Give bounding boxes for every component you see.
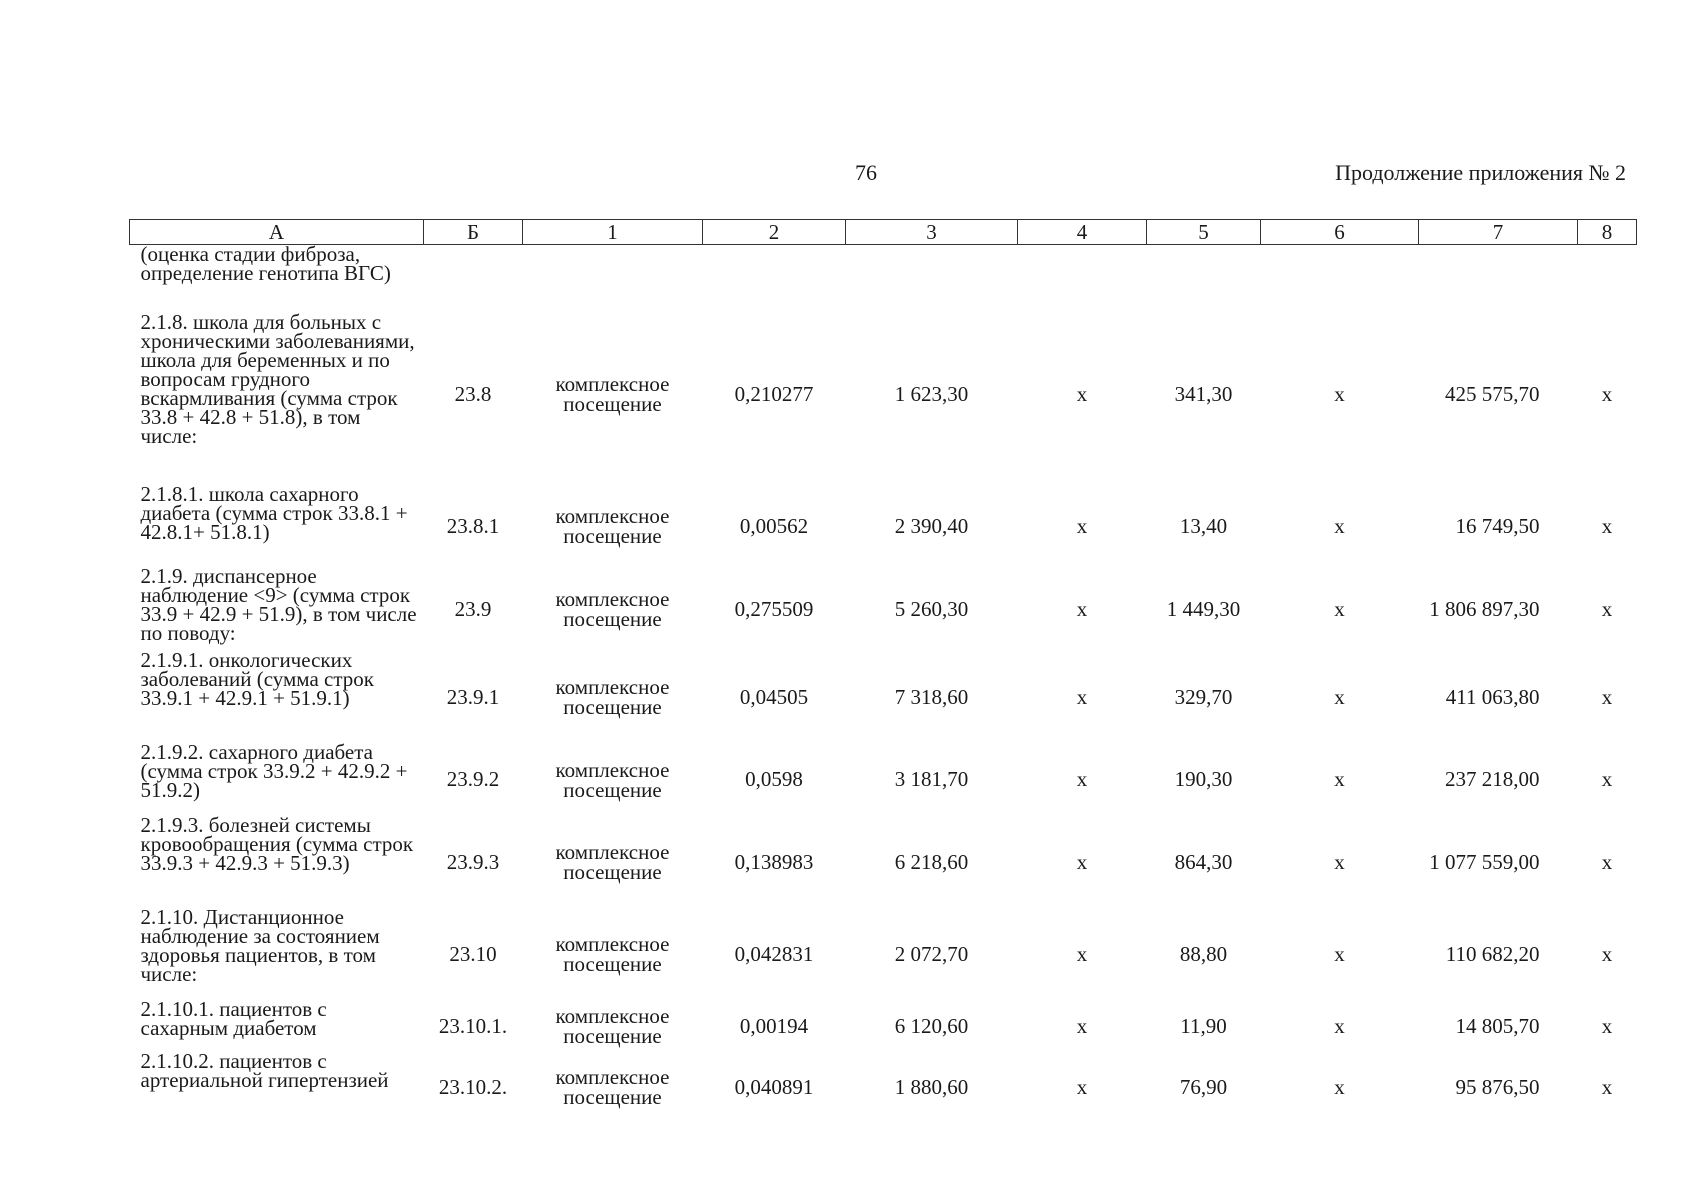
header-col-b: Б (424, 220, 523, 245)
header-col-3: 3 (846, 220, 1018, 245)
row-name: 2.1.8.1. школа сахарного диабета (сумма строк 33.8.1 + 42.8.1+ 51.8.1) (140, 482, 408, 544)
table-body (130, 242, 1637, 1123)
row-col-8: х (1601, 849, 1613, 874)
page-number: 76 (855, 160, 877, 185)
header-col-5: 5 (1147, 220, 1261, 245)
row-col-4: х (1076, 513, 1088, 538)
table-row (130, 651, 1637, 743)
row-col-3 (846, 245, 1018, 304)
table-header (130, 220, 1637, 245)
row-code: 23.10.2. (438, 1074, 508, 1099)
row-code (424, 245, 523, 304)
table-row (130, 245, 1637, 304)
table-row (130, 1052, 1637, 1122)
header-col-4: 4 (1018, 220, 1147, 245)
row-col-4: х (1076, 1013, 1088, 1038)
row-unit: комплексное посещение (555, 504, 670, 548)
header-col-6: 6 (1261, 220, 1419, 245)
row-unit: комплексное посещение (555, 932, 670, 976)
row-code: 23.9.3 (446, 849, 500, 874)
row-unit: комплексное посещение (555, 840, 670, 884)
row-col-2: 0,04505 (739, 684, 809, 709)
row-col-7: 1 806 897,30 (1429, 596, 1540, 621)
row-unit: комплексное посещение (555, 757, 670, 802)
table-row (130, 908, 1637, 1000)
row-col-3: 2 390,40 (894, 513, 969, 538)
row-name: 2.1.9.2. сахарного диабета (сумма строк 33.9.2 + 42.9.2 + 51.9.2) (140, 740, 408, 802)
row-col-4 (1018, 245, 1147, 304)
row-col-2 (703, 245, 846, 304)
row-col-6: х (1334, 767, 1345, 791)
row-col-3: 2 072,70 (894, 941, 969, 966)
row-col-7: 411 063,80 (1445, 684, 1540, 709)
row-name: 2.1.9.3. болезней системы кровообращения (сумма строк 33.9.3 + 42.9.3 + 51.9.3) (140, 813, 414, 875)
row-code: 23.9 (454, 596, 492, 621)
row-col-3: 1 623,30 (894, 381, 969, 406)
table-row (130, 743, 1637, 816)
row-col-5: 864,30 (1174, 849, 1233, 874)
row-col-5: 11,90 (1180, 1013, 1227, 1038)
row-col-4: х (1076, 684, 1088, 709)
table-row (130, 303, 1637, 485)
row-col-7 (1419, 245, 1578, 304)
row-unit: комплексное посещение (555, 1065, 670, 1109)
row-col-4: х (1076, 596, 1088, 621)
row-col-5: 76,90 (1179, 1074, 1228, 1099)
row-unit: комплексное посещение (555, 1004, 670, 1048)
row-col-7: 16 749,50 (1455, 513, 1540, 538)
row-col-5 (1147, 245, 1261, 304)
table-row (130, 567, 1637, 651)
row-col-3: 5 260,30 (894, 596, 969, 621)
header-col-1: 1 (523, 220, 703, 245)
row-col-8: х (1601, 513, 1613, 538)
header-col-2: 2 (703, 220, 846, 245)
row-col-2: 0,042831 (734, 941, 814, 966)
row-col-2: 0,00194 (739, 1013, 809, 1038)
row-code: 23.10.1. (438, 1013, 508, 1038)
data-table (129, 219, 1637, 1122)
row-name: 2.1.10. Дистанционное наблюдение за состоянием здоровья пациентов, в том числе: (140, 905, 380, 986)
table-row (130, 1000, 1637, 1052)
row-col-7: 95 876,50 (1455, 1074, 1540, 1099)
row-col-3: 6 218,60 (894, 849, 969, 874)
row-col-6: х (1334, 684, 1345, 709)
row-col-6: х (1334, 849, 1345, 874)
row-col-4: х (1076, 849, 1088, 874)
row-col-2: 0,040891 (734, 1074, 814, 1099)
row-col-8: х (1601, 1013, 1613, 1038)
row-col-4: х (1076, 767, 1088, 791)
row-col-5: 341,30 (1174, 381, 1233, 406)
row-col-2: 0,0598 (745, 767, 803, 791)
row-col-8: х (1601, 684, 1613, 709)
row-col-2: 0,00562 (739, 513, 809, 538)
row-col-6 (1261, 245, 1419, 304)
row-col-8: х (1601, 941, 1613, 966)
row-col-6: х (1334, 1013, 1345, 1038)
row-col-2: 0,210277 (734, 381, 814, 406)
row-col-8: х (1601, 381, 1613, 406)
row-name: 2.1.8. школа для больных с хроническими заболеваниями, школа для беременных и по вопросам грудного вскармливания (сумма строк 33.8 + 42.8 + 51.8), в том числе: (140, 310, 415, 448)
row-col-3: 1 880,60 (894, 1074, 969, 1099)
row-col-2: 0,275509 (734, 596, 814, 621)
row-col-7: 1 077 559,00 (1429, 849, 1540, 874)
header-col-8: 8 (1578, 220, 1637, 245)
row-col-8: х (1601, 596, 1613, 621)
row-col-4: х (1076, 381, 1088, 406)
row-name: 2.1.9. диспансерное наблюдение <9> (сумма строк 33.9 + 42.9 + 51.9), в том числе по поводу: (140, 564, 417, 645)
row-col-3: 3 181,70 (894, 767, 969, 791)
row-col-4: х (1076, 941, 1088, 966)
row-col-8: х (1601, 767, 1613, 791)
row-col-2: 0,138983 (734, 849, 814, 874)
header-row (130, 220, 1637, 245)
row-unit: комплексное посещение (555, 587, 670, 631)
row-col-4: х (1076, 1074, 1088, 1099)
row-col-7: 110 682,20 (1445, 941, 1540, 966)
row-col-5: 1 449,30 (1166, 596, 1241, 621)
row-col-8: х (1601, 1074, 1613, 1099)
row-col-6: х (1334, 941, 1345, 966)
row-col-5: 88,80 (1179, 941, 1228, 966)
row-unit: комплексное посещение (555, 675, 670, 719)
row-code: 23.9.2 (446, 767, 500, 791)
row-col-6: х (1334, 596, 1345, 621)
row-name: 2.1.9.1. онкологических заболеваний (сумма строк 33.9.1 + 42.9.1 + 51.9.1) (140, 648, 374, 710)
row-code: 23.8 (454, 381, 492, 406)
row-name: 2.1.10.2. пациентов с артериальной гипертензией (140, 1049, 389, 1092)
row-code: 23.8.1 (446, 513, 500, 538)
row-col-6: х (1334, 1074, 1345, 1099)
table-row (130, 485, 1637, 567)
row-code: 23.9.1 (446, 684, 500, 709)
header-col-a: А (130, 220, 424, 245)
row-col-7: 237 218,00 (1445, 767, 1540, 791)
appendix-continuation-label: Продолжение приложения № 2 (1335, 160, 1626, 185)
row-name: (оценка стадии фиброза, определение генотипа ВГС) (140, 242, 391, 285)
row-name: 2.1.10.1. пациентов с сахарным диабетом (140, 997, 327, 1040)
row-col-6: х (1334, 513, 1345, 538)
row-col-6: х (1334, 381, 1345, 406)
header-col-7: 7 (1419, 220, 1578, 245)
row-col-5: 190,30 (1174, 767, 1233, 791)
row-col-8 (1578, 245, 1637, 304)
row-col-7: 14 805,70 (1455, 1013, 1540, 1038)
table-row (130, 816, 1637, 908)
row-col-3: 6 120,60 (894, 1013, 969, 1038)
row-col-5: 329,70 (1174, 684, 1233, 709)
row-col-7: 425 575,70 (1445, 381, 1540, 406)
row-col-5: 13,40 (1179, 513, 1228, 538)
row-code: 23.10 (449, 941, 497, 966)
row-unit (523, 245, 703, 304)
row-col-3: 7 318,60 (894, 684, 969, 709)
row-unit: комплексное посещение (555, 372, 670, 416)
